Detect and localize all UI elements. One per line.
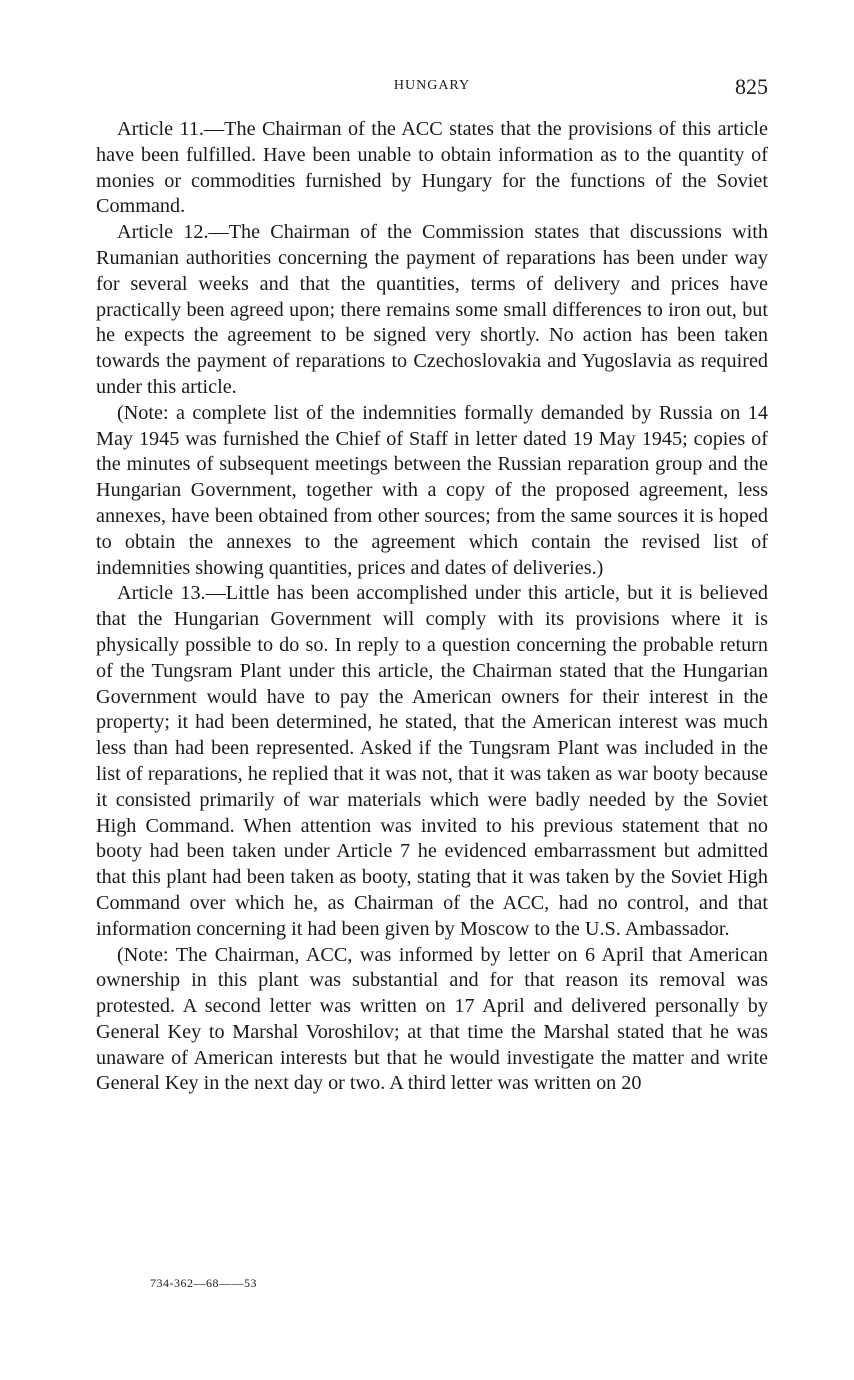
paragraph-article-13: Article 13.—Little has been accomplished under this article, but it is believed that the Hungarian Government will comply with its provisions where it is physically possible to do so. In reply to a question concerning the probable return of the Tungsram Plant under this article, the Chairman stated that the Hungarian Government would have to pay the American owners for their interest in the property; it had been determined, he stated, that the American interest was much less than had been represented. Asked if the Tungsram Plant was included in the list of reparations, he replied that it was not, that it was taken as war booty because it consisted primarily of war materials which were badly needed by the Soviet High Command. When attention was invited to his previous statement that no booty had been taken under Article 7 he evidenced embarrassment but admitted that this plant had been taken as booty, stating that it was taken by the Soviet High Command over which he, as Chairman of the ACC, had no control, and that information concerning it had been given by Moscow to the U.S. Ambassador.: [96, 582, 768, 940]
body-text: [96, 117, 768, 1097]
paragraph-note-indemnities: (Note: a complete list of the indemnities formally demanded by Russia on 14 May 1945 was furnished the Chief of Staff in letter dated 19 May 1945; copies of the minutes of subsequent meetings between the Russian reparation group and the Hungarian Government, together with a copy of the proposed agreement, less annexes, have been obtained from other sources; from the same sources it is hoped to obtain the annexes to the agreement which contain the revised list of indemnities showing quantities, prices and dates of deliveries.): [96, 401, 768, 579]
print-code: 734-362—68——53: [150, 1276, 257, 1290]
paragraph-note-tungsram: (Note: The Chairman, ACC, was informed by letter on 6 April that American ownership in this plant was substantial and for that reason its removal was protested. A second letter was written on 17 April and delivered personally by General Key to Marshal Voroshilov; at that time the Marshal stated that he was unaware of American interests but that he would investigate the matter and write General Key in the next day or two. A third letter was written on 20: [96, 943, 768, 1095]
running-head: [96, 74, 768, 104]
paragraph-article-11: Article 11.—The Chairman of the ACC states that the provisions of this article have been fulfilled. Have been unable to obtain information as to the quantity of monies or commodities furnished by Hungary for the functions of the Soviet Command.: [96, 118, 768, 218]
paragraph-article-12: Article 12.—The Chairman of the Commission states that discussions with Rumanian authorities concerning the payment of reparations has been under way for several weeks and that the quantities, terms of delivery and prices have practically been agreed upon; there remains some small differences to iron out, but he expects the agreement to be signed very shortly. No action has been taken towards the payment of reparations to Czechoslovakia and Yugoslavia as required under this article.: [96, 221, 768, 398]
page-number: 825: [735, 74, 768, 99]
running-title: HUNGARY: [393, 78, 471, 93]
